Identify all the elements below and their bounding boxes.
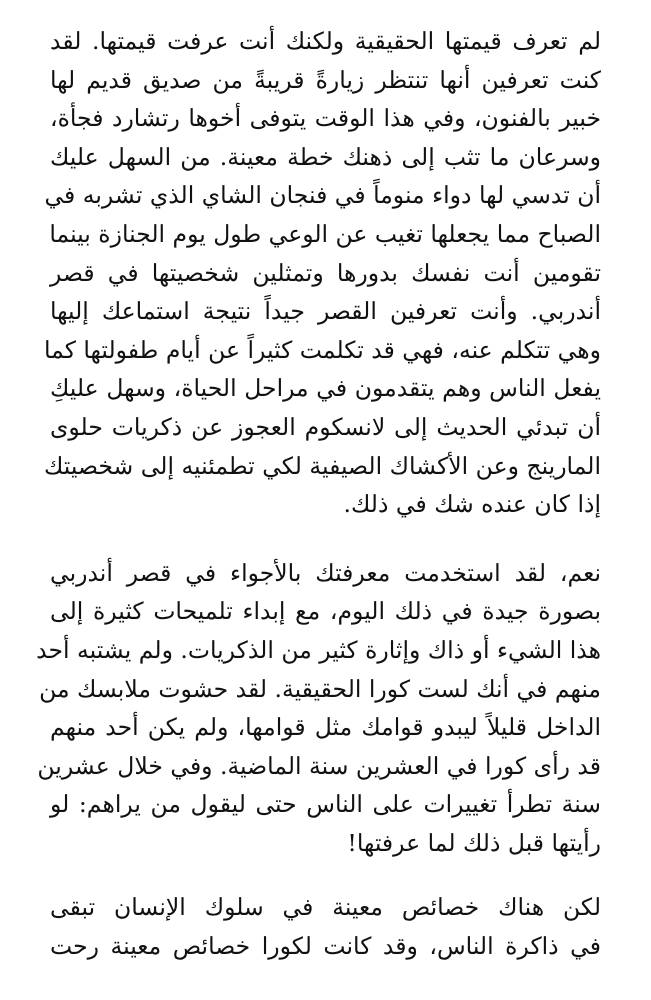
text-line: منهم في أنك لست كورا الحقيقية. لقد حشوت ملابسك من — [39, 674, 601, 703]
text-line: إذا كان عنده شك في ذلك. — [343, 490, 601, 519]
text-line: أندربي. وأنت تعرفين القصر جيداً نتيجة استماعك إليها — [50, 297, 601, 326]
text-line: لكن هناك خصائص معينة في سلوك الإنسان تبقى — [50, 893, 601, 922]
text-line: تقومين أنت نفسك بدورها وتمثلين شخصيتها في قصر — [50, 258, 601, 287]
text-line: المارينج وعن الأكشاك الصيفية لكي تطمئنيه إلى شخصيتك — [44, 451, 601, 480]
text-line: رأيتها قبل ذلك لما عرفتها! — [347, 828, 601, 857]
text-line: وسرعان ما تثب إلى ذهنك خطة معينة. من السهل عليك — [50, 142, 601, 171]
text-line: لم تعرف قيمتها الحقيقية ولكنك أنت عرفت قيمتها. لقد — [50, 27, 601, 55]
paragraph-1 — [43, 22, 601, 524]
paragraph-3 — [50, 888, 601, 965]
text-line: وهي تتكلم عنه، فهي قد تكلمت كثيراً عن أيام طفولتها كما — [43, 335, 601, 364]
text-line: الصباح مما يجعلها تغيب عن الوعي طول يوم الجنازة بينما — [49, 219, 601, 248]
text-line: يفعل الناس وهم يتقدمون في مراحل الحياة، وسهل عليكِ — [50, 374, 601, 403]
text-line: قد رأى كورا في العشرين سنة الماضية. وفي خلال عشرين — [37, 751, 601, 780]
text-line: بصورة جيدة في ذلك اليوم، مع إبداء تلميحات كثيرة إلى — [50, 597, 601, 626]
text-line: خبير بالفنون، وفي هذا الوقت يتوفى أخوها رتشارد فجأة، — [50, 104, 601, 133]
text-line: هذا الشيء أو ذاك وإثارة كثير من الذكريات. ولم يشتبه أحد — [36, 635, 601, 664]
text-line: الداخل قليلاً ليبدو قوامك مثل قوامها، ولم يكن أحد منهم — [50, 713, 601, 742]
text-line: سنة تطرأ تغييرات على الناس حتى ليقول من يراهم: لو — [50, 790, 601, 819]
paragraph-spacer — [50, 524, 601, 554]
paragraph-2 — [36, 554, 601, 863]
text-line: في ذاكرة الناس، وقد كانت لكورا خصائص معينة رحت — [50, 932, 601, 961]
text-line: كنت تعرفين أنها تنتظر زيارةً قريبةً من صديق قديم لها — [50, 65, 601, 94]
book-page — [36, 22, 601, 1000]
paragraph-spacer — [50, 862, 601, 888]
text-line: أن تبدئي الحديث إلى لانسكوم العجوز عن ذكريات حلوى — [50, 412, 601, 441]
text-line: أن تدسي لها دواء منوماً في فنجان الشاي الذي تشربه في — [44, 181, 601, 210]
text-line: نعم، لقد استخدمت معرفتك بالأجواء في قصر أندربي — [50, 558, 601, 587]
